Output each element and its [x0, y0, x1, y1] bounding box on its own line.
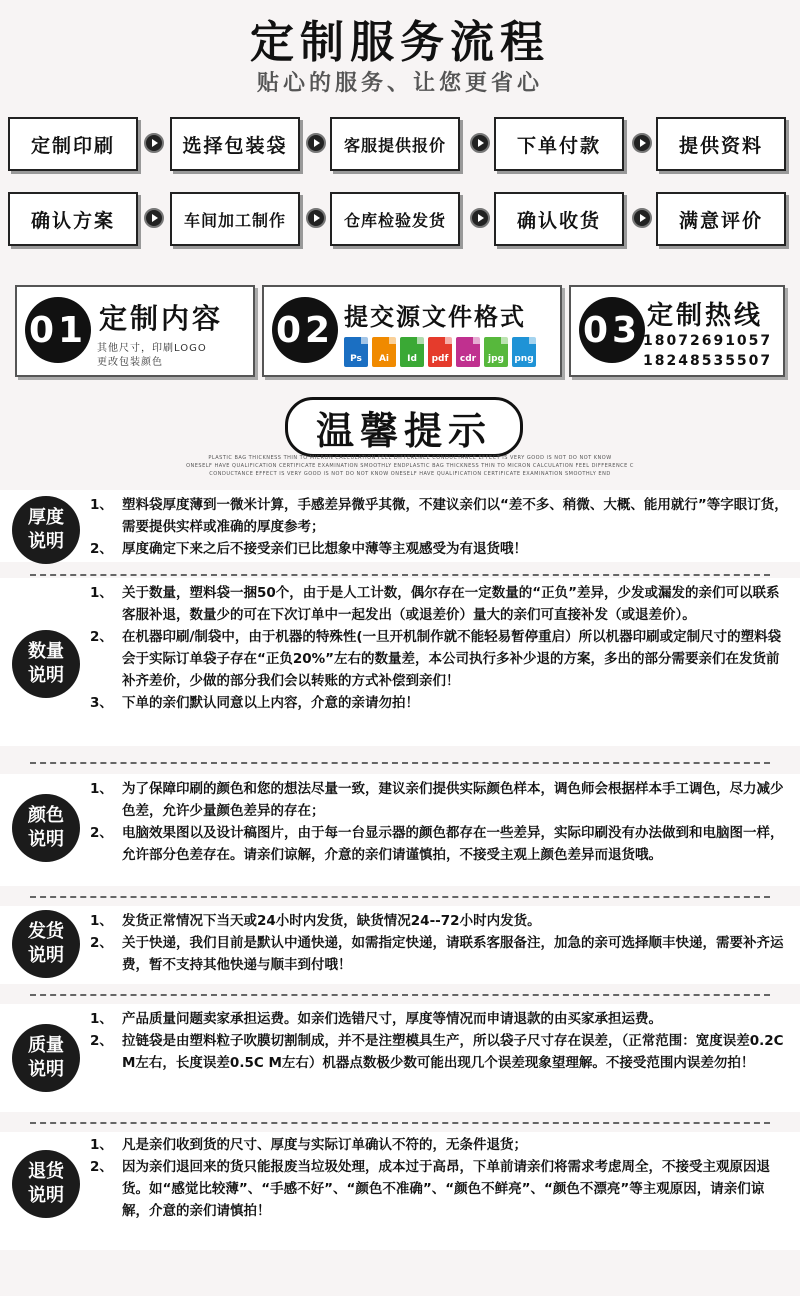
phone-number: 18248535507: [643, 353, 773, 369]
arrow-right-icon: [306, 208, 326, 228]
step-review: 满意评价: [656, 192, 786, 246]
process-flow-row-1: [8, 117, 792, 173]
page-title: 定制服务流程: [250, 17, 550, 68]
jpg-file-icon: jpg: [484, 337, 508, 367]
arrow-right-icon: [144, 208, 164, 228]
tips-title: 温馨提示: [285, 397, 523, 457]
step-warehouse-ship: 仓库检验发货: [330, 192, 460, 246]
section-returns: [0, 1132, 800, 1250]
tips-fine-text: ONESELF HAVE QUALIFICATION CERTIFICATE EXAMINATION SMOOTHLY ENDPLASTIC BAG THICKNESS THIN TO MICRON CALCULATION FEEL DIFFERENCE C: [186, 463, 634, 469]
card-title: 提交源文件格式: [344, 303, 526, 331]
section-badge: 发货 说明: [12, 910, 80, 978]
pdf-file-icon: pdf: [428, 337, 452, 367]
step-custom-print: 定制印刷: [8, 117, 138, 171]
step-provide-files: 提供资料: [656, 117, 786, 171]
card-number: 01: [25, 297, 91, 363]
card-hotline: [569, 285, 785, 377]
section-thickness: [0, 490, 800, 562]
divider: [30, 574, 770, 576]
section-badge: 质量 说明: [12, 1024, 80, 1092]
arrow-right-icon: [470, 208, 490, 228]
section-badge: 退货 说明: [12, 1150, 80, 1218]
format-icons: [344, 337, 536, 367]
section-badge: 颜色 说明: [12, 794, 80, 862]
list-item: 2、 拉链袋是由塑料粒子吹膜切割制成，并不是注塑模具生产，所以袋子尺寸存在误差，（正常范围：宽度误差0.2C M左右，长度误差0.5C M左右）机器点数极少数可能出现几个误差现象望理解。不接受范围内误差勿拍！: [90, 1033, 784, 1071]
list-item: 2、 因为亲们退回来的货只能报废当垃圾处理，成本过于高昂，下单前请亲们将需求考虑周全，不接受主观原因退货。如“感觉比较薄”、“手感不好”、“颜色不准确”、“颜色不鲜亮”、“颜色不漂亮”等主观原因，请亲们谅解，介意的亲们请慎拍！: [90, 1159, 770, 1219]
ai-file-icon: Ai: [372, 337, 396, 367]
section-badge: 数量 说明: [12, 630, 80, 698]
divider: [30, 762, 770, 764]
list-item: 2、 厚度确定下来之后不接受亲们已比想象中薄等主观感受为有退货哦！: [90, 541, 527, 557]
arrow-right-icon: [632, 133, 652, 153]
step-confirm-receipt: 确认收货: [494, 192, 624, 246]
tips-fine-text: PLASTIC BAG THICKNESS THIN TO MICRON CALCULATION FEEL DIFFERENCE CONDUCTANCE EFFECT IS VERY GOOD IS NOT DO NOT KNOW: [208, 455, 612, 461]
section-shipping: [0, 906, 800, 984]
list-item: 1、 塑料袋厚度薄到一微米计算，手感差异微乎其微，不建议亲们以“差不多、稍微、大概、能用就行”等字眼订货，需要提供实样或准确的厚度参考；: [90, 497, 788, 535]
id-file-icon: Id: [400, 337, 424, 367]
list-item: 1、 关于数量，塑料袋一捆50个，由于是人工计数，偶尔存在一定数量的“正负”差异，少发或漏发的亲们可以联系客服补退，数量少的可在下次订单中一起发出（或退差价）量大的亲们可直接补发（或退差价）。: [90, 585, 780, 623]
card-note: 更改包装颜色: [97, 357, 163, 368]
card-number: 03: [579, 297, 645, 363]
section-badge: 厚度 说明: [12, 496, 80, 564]
divider: [30, 1122, 770, 1124]
arrow-right-icon: [632, 208, 652, 228]
card-title: 定制内容: [99, 302, 224, 335]
arrow-right-icon: [470, 133, 490, 153]
step-choose-bag: 选择包装袋: [170, 117, 300, 171]
list-item: 1、 凡是亲们收到货的尺寸、厚度与实际订单确认不符的，无条件退货；: [90, 1137, 527, 1153]
cdr-file-icon: cdr: [456, 337, 480, 367]
card-file-formats: [262, 285, 562, 377]
divider: [30, 896, 770, 898]
list-item: 1、 产品质量问题卖家承担运费。如亲们选错尺寸，厚度等情况而申请退款的由买家承担运费。: [90, 1011, 662, 1027]
arrow-right-icon: [306, 133, 326, 153]
process-flow-row-2: [8, 192, 792, 248]
section-quantity: [0, 578, 800, 746]
list-item: 3、 下单的亲们默认同意以上内容，介意的亲请勿拍！: [90, 695, 419, 711]
list-item: 1、 为了保障印刷的颜色和您的想法尽量一致，建议亲们提供实际颜色样本，调色师会根据样本手工调色，尽力减少色差，允许少量颜色差异的存在；: [90, 781, 784, 819]
section-quality: [0, 1004, 800, 1112]
step-confirm-plan: 确认方案: [8, 192, 138, 246]
list-item: 2、 在机器印刷/制袋中，由于机器的特殊性(一旦开机制作就不能轻易暂停重启）所以机器印刷或定制尺寸的塑料袋会于实际订单袋子存在“正负20%”左右的数量差，本公司执行多补少退的方案，多出的部分需要亲们在发货前补齐差价，少做的部分我们会以转账的方式补偿到亲们！: [90, 629, 782, 689]
step-quote: 客服提供报价: [330, 117, 460, 171]
step-workshop: 车间加工制作: [170, 192, 300, 246]
card-number: 02: [272, 297, 338, 363]
list-item: 2、 电脑效果图以及设计稿图片，由于每一台显示器的颜色都存在一些差异，实际印刷没有办法做到和电脑图一样，允许部分色差存在。请亲们谅解，介意的亲们请谨慎拍，不接受主观上颜色差异而退货哦。: [90, 825, 784, 863]
section-color: [0, 774, 800, 886]
arrow-right-icon: [144, 133, 164, 153]
ps-file-icon: Ps: [344, 337, 368, 367]
card-title: 定制热线: [647, 301, 764, 331]
page-subtitle: 贴心的服务、让您更省心: [256, 71, 543, 96]
list-item: 1、 发货正常情况下当天或24小时内发货，缺货情况24--72小时内发货。: [90, 913, 541, 929]
list-item: 2、 关于快递，我们目前是默认中通快递，如需指定快递，请联系客服备注，加急的亲可选择顺丰快递，需要补齐运费，暂不支持其他快递与顺丰到付哦！: [90, 935, 784, 973]
card-custom-content: [15, 285, 255, 377]
png-file-icon: png: [512, 337, 536, 367]
card-note: 其他尺寸，印刷LOGO: [97, 343, 207, 354]
divider: [30, 994, 770, 996]
tips-fine-text: CONDUCTANCE EFFECT IS VERY GOOD IS NOT DO NOT KNOW ONESELF HAVE QUALIFICATION CERTIFICATE EXAMINATION SMOOTHLY END: [209, 471, 611, 477]
step-order-pay: 下单付款: [494, 117, 624, 171]
phone-number: 18072691057: [643, 333, 773, 349]
